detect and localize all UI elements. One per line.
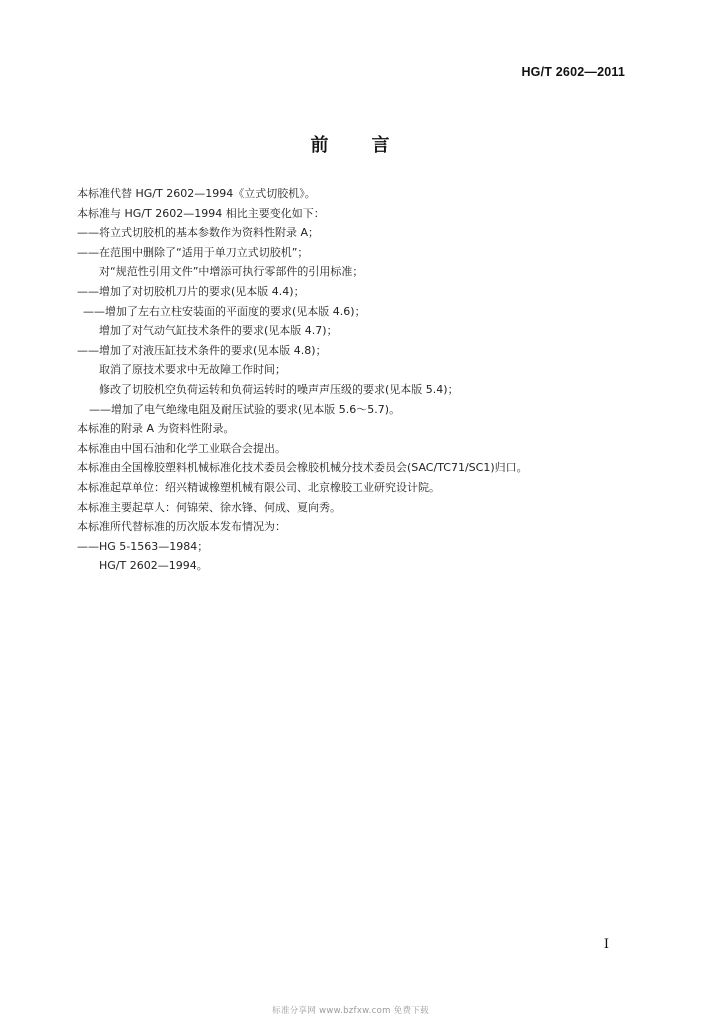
footer-watermark: 标准分享网 www.bzfxw.com 免费下载 <box>272 1006 429 1016</box>
change-item: ——将立式切胶机的基本参数作为资料性附录 A； <box>77 226 320 240</box>
paragraph-line: 本标准由全国橡胶塑料机械标准化技术委员会橡胶机械分技术委员会(SAC/TC71/SC1)归口。 <box>77 461 528 475</box>
page-title <box>0 131 701 157</box>
paragraph-line: 本标准主要起草人：何锦荣、徐水锋、何成、夏向秀。 <box>77 500 341 514</box>
change-item: ——在范围中删除了“适用于单刀立式切胶机”； <box>77 245 309 259</box>
change-item: ——增加了电气绝缘电阻及耐压试验的要求(见本版 5.6～5.7)。 <box>89 402 401 416</box>
page-number: I <box>603 937 609 952</box>
paragraph-line: 本标准由中国石油和化学工业联合会提出。 <box>77 441 286 455</box>
title-char-2: 言 <box>371 135 391 156</box>
history-item: HG/T 2602—1994。 <box>99 559 208 573</box>
change-item: 取消了原技术要求中无故障工作时间； <box>99 363 286 377</box>
change-item: ——增加了对切胶机刀片的要求(见本版 4.4)； <box>77 284 305 298</box>
paragraph-line: 本标准与 HG/T 2602—1994 相比主要变化如下： <box>77 206 325 220</box>
paragraph-line: 本标准起草单位：绍兴精诚橡塑机械有限公司、北京橡胶工业研究设计院。 <box>77 480 440 494</box>
change-item: 增加了对气动气缸技术条件的要求(见本版 4.7)； <box>99 324 338 338</box>
standard-code: HG/T 2602—2011 <box>521 65 625 79</box>
change-item: ——增加了对液压缸技术条件的要求(见本版 4.8)； <box>77 343 327 357</box>
paragraph-line: 本标准的附录 A 为资料性附录。 <box>77 422 235 436</box>
change-item: 对“规范性引用文件”中增添可执行零部件的引用标准； <box>99 265 364 279</box>
history-item: ——HG 5-1563—1984； <box>77 539 209 553</box>
change-item: ——增加了左右立柱安装面的平面度的要求(见本版 4.6)； <box>83 304 366 318</box>
paragraph-line: 本标准所代替标准的历次版本发布情况为： <box>77 520 286 534</box>
foreword-body <box>77 184 637 576</box>
paragraph-line: 本标准代替 HG/T 2602—1994《立式切胶机》。 <box>77 187 316 200</box>
change-item: 修改了切胶机空负荷运转和负荷运转时的噪声声压级的要求(见本版 5.4)； <box>99 382 459 396</box>
title-char-1: 前 <box>310 135 330 156</box>
